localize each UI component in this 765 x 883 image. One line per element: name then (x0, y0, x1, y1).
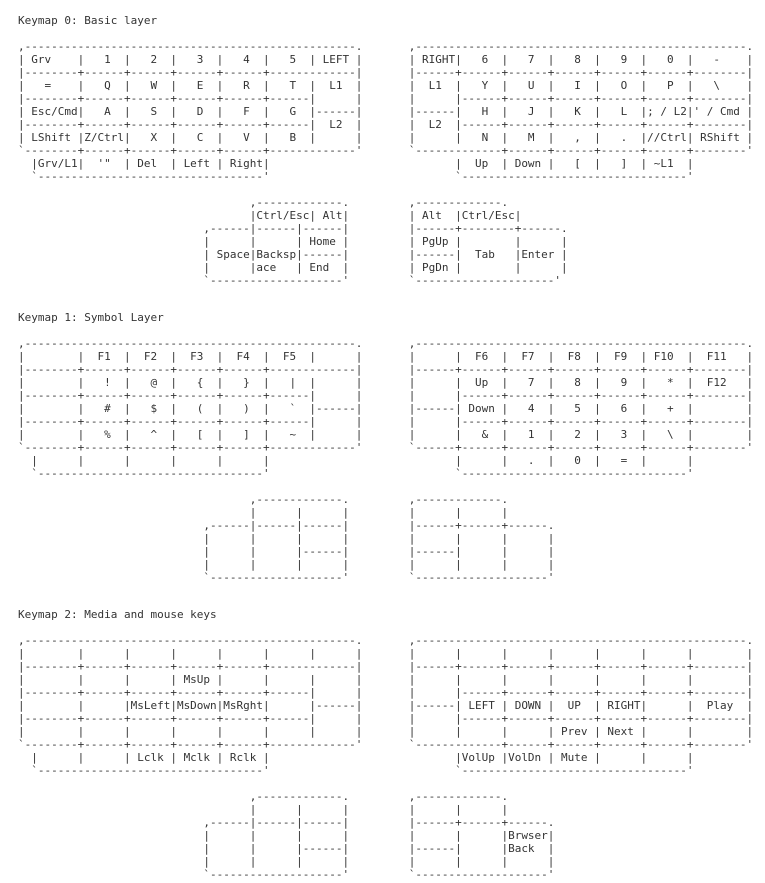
keymap-1-section (18, 311, 765, 584)
keymap-2-ascii-art: ,--------------------------------------------------. ,--------------------------------------------------. | | | | | | | | | | | | | | | | |--------+------+------+------+------+-------------| |------+------+------+------+------+------+--------| | | | | MsUp | | | | | | | | | | | | |--------+------+------+------+------+------| | | |------+------+------+------+------+--------| | | |MsLeft|MsDown|MsRght| |------| |------| LEFT | DOWN | UP | RIGHT| | Play | |--------+------+------+------+------+------| | | |------+------+------+------+------+--------| | | | | | | | | | | | | Prev | Next | | | `--------+------+------+------+------+-------------' `-------------+------+------+------+------+--------' | | | Lclk | Mclk | Rclk | |VolUp |VolDn | Mute | | | `----------------------------------' `----------------------------------' ,-------------. ,-------------. | | | | | | ,------|------|------| |------+------+------. | | | | | | |Brwser| | | |------| |------| |Back | | | | | | | | | `--------------------' `--------------------' (18, 634, 754, 881)
keymap-1-title: Keymap 1: Symbol Layer (18, 311, 164, 324)
keymap-2-title: Keymap 2: Media and mouse keys (18, 608, 217, 621)
keymap-0-title: Keymap 0: Basic layer (18, 14, 158, 27)
keymap-0-section (18, 14, 765, 287)
keymap-0-ascii-art: ,--------------------------------------------------. ,--------------------------------------------------. | Grv | 1 | 2 | 3 | 4 | 5 | LEFT | | RIGHT| 6 | 7 | 8 | 9 | 0 | - | |--------+------+------+------+------+-------------| |------+------+------+------+------+------+--------| | = | Q | W | E | R | T | L1 | | L1 | Y | U | I | O | P | \ | |--------+------+------+------+------+------| | | |------+------+------+------+------+--------| | Esc/Cmd| A | S | D | F | G |------| |------| H | J | K | L |; / L2|' / Cmd | |--------+------+------+------+------+------| L2 | | L2 |------+------+------+------+------+--------| | LShift |Z/Ctrl| X | C | V | B | | | | N | M | , | . |//Ctrl| RShift | `--------+------+------+------+------+-------------' `-------------+------+------+------+------+--------' |Grv/L1| '" | Del | Left | Right| | Up | Down | [ | ] | ~L1 | `----------------------------------' `----------------------------------' ,-------------. ,-------------. |Ctrl/Esc| Alt| | Alt |Ctrl/Esc| ,------|------|------| |------+--------+------. | | | Home | | PgUp | | | | Space|Backsp|------| |------| Tab |Enter | | |ace | End | | PgDn | | | `--------------------' `---------------------' (18, 40, 754, 287)
keymap-1-ascii-art: ,--------------------------------------------------. ,--------------------------------------------------. | | F1 | F2 | F3 | F4 | F5 | | | | F6 | F7 | F8 | F9 | F10 | F11 | |--------+------+------+------+------+-------------| |------+------+------+------+------+------+--------| | | ! | @ | { | } | | | | | | Up | 7 | 8 | 9 | * | F12 | |--------+------+------+------+------+------| | | |------+------+------+------+------+--------| | | # | $ | ( | ) | ` |------| |------| Down | 4 | 5 | 6 | + | | |--------+------+------+------+------+------| | | |------+------+------+------+------+--------| | | % | ^ | [ | ] | ~ | | | | & | 1 | 2 | 3 | \ | | `--------+------+------+------+------+-------------' `------+------+------+------+------+------+--------' | | | | | | | | . | 0 | = | | `----------------------------------' `----------------------------------' ,-------------. ,-------------. | | | | | | ,------|------|------| |------+------+------. | | | | | | | | | | |------| |------| | | | | | | | | | | `--------------------' `--------------------' (18, 337, 754, 584)
keymap-2-section (18, 608, 765, 881)
